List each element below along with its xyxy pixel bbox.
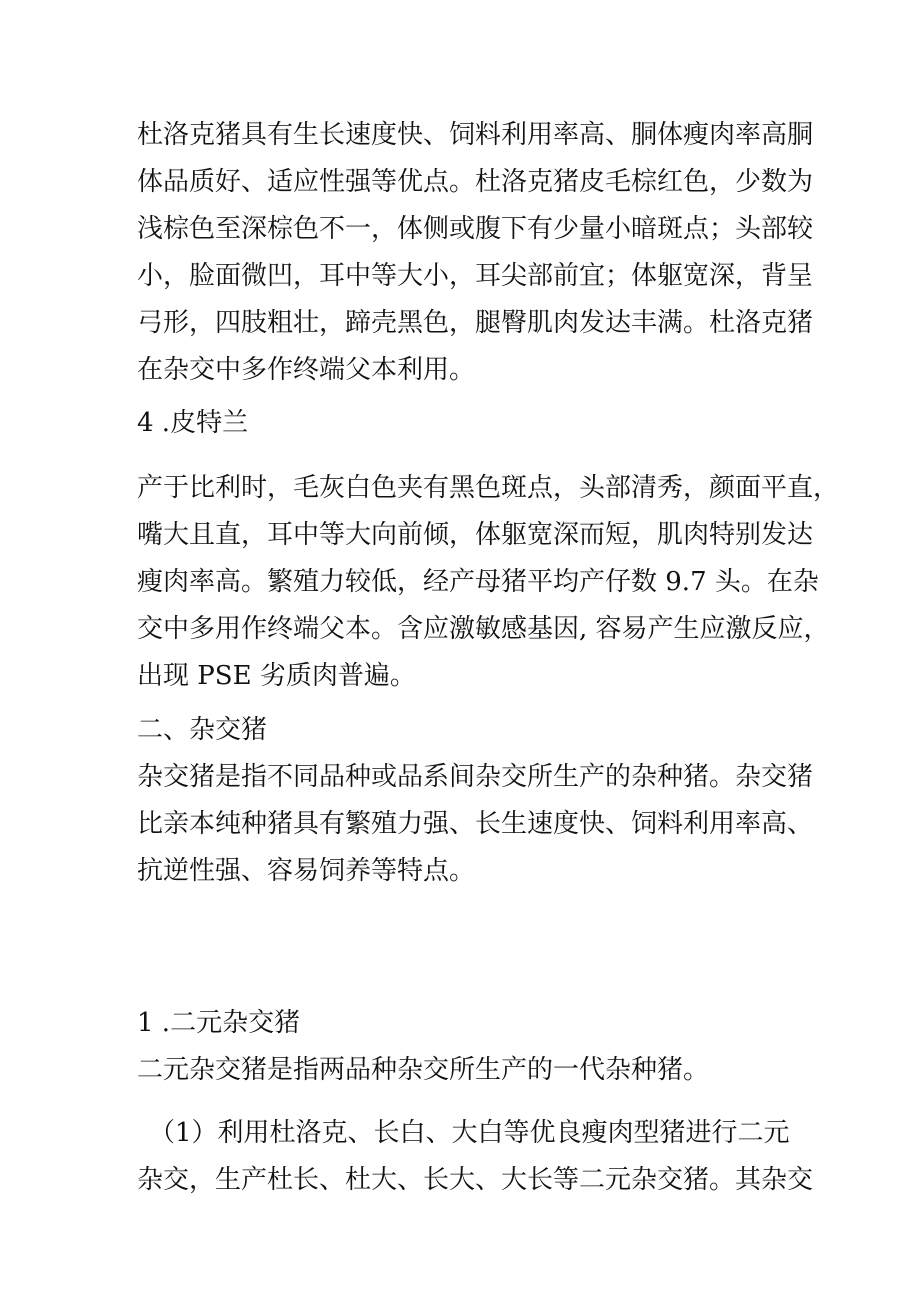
text-line: 体品质好、适应性强等优点。杜洛克猪皮毛棕红色，少数为: [137, 167, 814, 197]
text-line: 产于比利时，毛灰白色夹有黑色斑点，头部清秀，颜面平直，: [137, 473, 840, 503]
text-line: 在杂交中多作终端父本利用。: [137, 355, 476, 385]
text-line: 出现 PSE 劣质肉普遍。: [137, 661, 416, 691]
paragraph-pietrain: [137, 465, 840, 700]
text-line: 比亲本纯种猪具有繁殖力强、长生速度快、饲料利用率高、: [137, 809, 814, 839]
paragraph-item-1: [137, 1110, 827, 1204]
text-line: 杜洛克猪具有生长速度快、饲料利用率高、胴体瘦肉率高胴: [137, 120, 814, 150]
text-line: 二元杂交猪是指两品种杂交所生产的一代杂种猪。: [137, 1055, 710, 1085]
text-line: 嘴大且直，耳中等大向前倾，体躯宽深而短，肌肉特别发达: [137, 520, 814, 550]
text-line: 浅棕色至深棕色不一，体侧或腹下有少量小暗斑点；头部较: [137, 214, 814, 244]
text-line: 小，脸面微凹，耳中等大小，耳尖部前宜；体躯宽深，背呈: [137, 261, 814, 291]
text-line: （1）利用杜洛克、长白、大白等优良瘦肉型猪进行二元: [149, 1118, 790, 1148]
text-line: 交中多用作终端父本。含应激敏感基因, 容易产生应激反应，: [137, 614, 830, 644]
paragraph-two-way-crossbred: [137, 1047, 827, 1094]
heading-two-way-crossbred: 1 .二元杂交猪: [137, 1008, 301, 1038]
text-line: 杂交猪是指不同品种或品系间杂交所生产的杂种猪。杂交猪: [137, 762, 814, 792]
text-line: 瘦肉率高。繁殖力较低，经产母猪平均产仔数 9.7 头。在杂: [137, 567, 819, 597]
text-line: 抗逆性强、容易饲养等特点。: [137, 856, 476, 886]
paragraph-duroc: [137, 112, 827, 394]
heading-crossbred: 二、杂交猪: [137, 715, 268, 745]
heading-pietrain: 4 .皮特兰: [137, 408, 249, 438]
text-line: 弓形，四肢粗壮，蹄壳黑色，腿臀肌肉发达丰满。杜洛克猪: [137, 308, 814, 338]
paragraph-crossbred: [137, 754, 827, 895]
text-line: 杂交，生产杜长、杜大、长大、大长等二元杂交猪。其杂交: [137, 1165, 814, 1195]
